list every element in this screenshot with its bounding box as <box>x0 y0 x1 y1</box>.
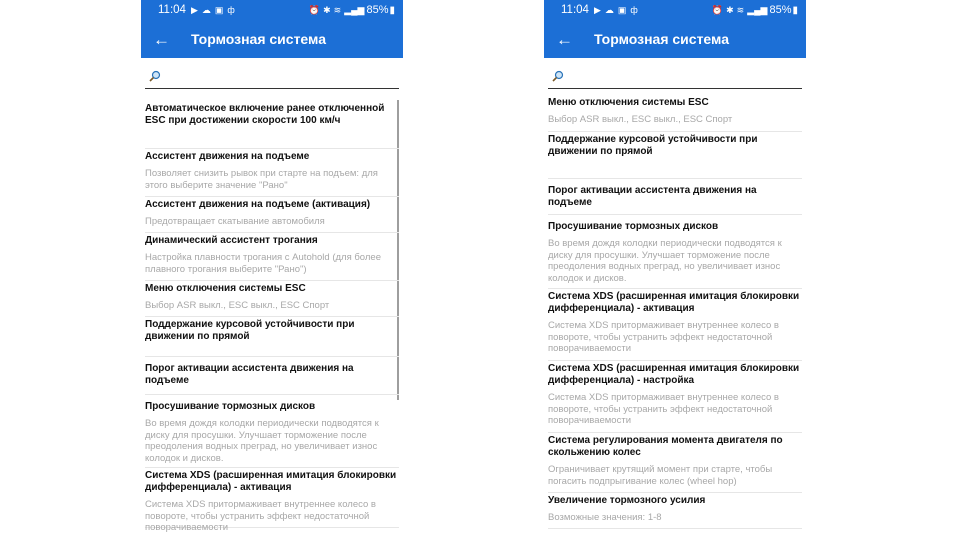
item-title: Порог активации ассистента движения на подъеме <box>145 363 354 386</box>
item-desc: Предотвращает скатывание автомобиля <box>145 216 325 227</box>
phone-right <box>544 0 806 540</box>
list-item[interactable] <box>145 197 399 233</box>
cloud-icon: ☁ <box>201 4 211 15</box>
alarm-icon: ⏰ <box>308 4 321 15</box>
item-desc: Во время дождя колодки периодически подводятся к диску для просушки. Улучшает торможение после преодоления водных преград, но увеличивает износ колодок и дисков. <box>145 418 379 464</box>
item-desc: Настройка плавности трогания с Autohold (для более плавного трогания выберите "Рано") <box>145 252 381 275</box>
battery-percent: 85% <box>366 4 389 16</box>
item-title: Поддержание курсовой устойчивости при движении по прямой <box>548 134 758 157</box>
youtube-icon: ▶ <box>593 4 601 15</box>
status-bar <box>141 0 403 20</box>
status-time: 11:04 <box>561 4 589 16</box>
list-item[interactable] <box>145 468 399 533</box>
youtube-icon: ▶ <box>190 4 198 15</box>
image-icon: ▣ <box>214 4 224 15</box>
list-item[interactable] <box>145 101 399 149</box>
signal-icon: ▂▄▆ <box>747 4 768 15</box>
search-magnifier-icon <box>552 70 564 82</box>
back-arrow-icon[interactable]: ← <box>556 29 573 49</box>
bluetooth-icon: ✱ <box>323 4 331 15</box>
list-item[interactable] <box>548 179 802 215</box>
list-item[interactable] <box>145 281 399 317</box>
system-icons <box>309 5 365 16</box>
item-desc: Выбор ASR выкл., ESC выкл., ESC Спорт <box>548 114 733 125</box>
item-desc: Выбор ASR выкл., ESC выкл., ESC Спорт <box>145 300 330 311</box>
page-title: Тормозная система <box>594 31 729 47</box>
wifi-icon: ≋ <box>736 4 745 15</box>
back-arrow-icon[interactable]: ← <box>153 29 170 49</box>
notification-icons <box>191 5 235 16</box>
item-title: Увеличение тормозного усилия <box>548 495 706 506</box>
cloud-icon: ☁ <box>604 4 614 15</box>
notification-icons <box>594 5 638 16</box>
app-bar <box>544 20 806 58</box>
wifi-icon: ≋ <box>333 4 342 15</box>
list-item[interactable] <box>548 361 802 433</box>
bluetooth-icon: ✱ <box>726 4 734 15</box>
search-magnifier-icon <box>149 70 161 82</box>
list-item[interactable] <box>145 395 399 468</box>
item-title: Ассистент движения на подъеме <box>145 151 310 162</box>
alarm-icon: ⏰ <box>711 4 724 15</box>
list-item[interactable] <box>548 433 802 493</box>
item-desc: Система XDS притормаживает внутреннее колесо в повороте, чтобы устранить эффект недостаточной поворачиваемости <box>548 320 779 354</box>
list-item[interactable] <box>145 317 399 357</box>
item-desc: Возможные значения: 1-8 <box>548 512 662 523</box>
item-title: Динамический ассистент трогания <box>145 235 318 246</box>
list-item[interactable] <box>145 357 399 395</box>
item-desc: Система XDS притормаживает внутреннее колесо в повороте, чтобы устранить эффект недостаточной поворачиваемости <box>145 499 376 533</box>
item-title: Система XDS (расширенная имитация блокировки дифференциала) - активация <box>548 291 800 314</box>
item-title: Система регулирования момента двигателя по скольжению колес <box>548 435 783 458</box>
search-field[interactable] <box>544 58 806 90</box>
item-title: Меню отключения системы ESC <box>548 97 709 108</box>
item-title: Меню отключения системы ESC <box>145 283 306 294</box>
list-item[interactable] <box>548 132 802 179</box>
item-desc: Система XDS притормаживает внутреннее колесо в повороте, чтобы устранить эффект недостаточной поворачиваемости <box>548 392 779 426</box>
list-item[interactable] <box>548 493 802 529</box>
status-bar <box>544 0 806 20</box>
status-time: 11:04 <box>158 4 186 16</box>
item-title: Система XDS (расширенная имитация блокировки дифференциала) - активация <box>145 470 397 493</box>
item-title: Автоматическое включение ранее отключенной ESC при достижении скорости 100 км/ч <box>145 103 385 126</box>
item-desc: Позволяет снизить рывок при старте на подъем: для этого выберите значение "Рано" <box>145 168 378 191</box>
item-title: Поддержание курсовой устойчивости при движении по прямой <box>145 319 355 342</box>
list-item[interactable] <box>548 289 802 361</box>
list-item[interactable] <box>548 215 802 289</box>
bike-icon: ф <box>630 5 638 15</box>
signal-icon: ▂▄▆ <box>344 4 365 15</box>
list-item[interactable] <box>548 95 802 132</box>
item-desc: Ограничивает крутящий момент при старте, чтобы погасить подпрыгивание колес (wheel hop) <box>548 464 773 487</box>
bike-icon: ф <box>227 5 235 15</box>
item-title: Порог активации ассистента движения на подъеме <box>548 185 757 208</box>
settings-list <box>544 90 806 529</box>
battery-percent: 85% <box>769 4 792 16</box>
phone-left <box>141 0 403 540</box>
search-field[interactable] <box>141 58 403 90</box>
item-desc: Во время дождя колодки периодически подводятся к диску для просушки. Улучшает торможение после преодоления водных преград, но увеличивает износ колодок и дисков. <box>548 238 782 284</box>
battery-icon: ▮ <box>389 4 395 16</box>
item-title: Ассистент движения на подъеме (активация) <box>145 199 371 210</box>
app-bar <box>141 20 403 58</box>
image-icon: ▣ <box>617 4 627 15</box>
battery-icon: ▮ <box>792 4 798 16</box>
page-title: Тормозная система <box>191 31 326 47</box>
item-title: Система XDS (расширенная имитация блокировки дифференциала) - настройка <box>548 363 800 386</box>
list-item[interactable] <box>145 149 399 197</box>
list-item[interactable] <box>145 233 399 281</box>
system-icons <box>712 5 768 16</box>
settings-list <box>141 90 403 533</box>
item-title: Просушивание тормозных дисков <box>145 401 316 412</box>
item-title: Просушивание тормозных дисков <box>548 221 719 232</box>
